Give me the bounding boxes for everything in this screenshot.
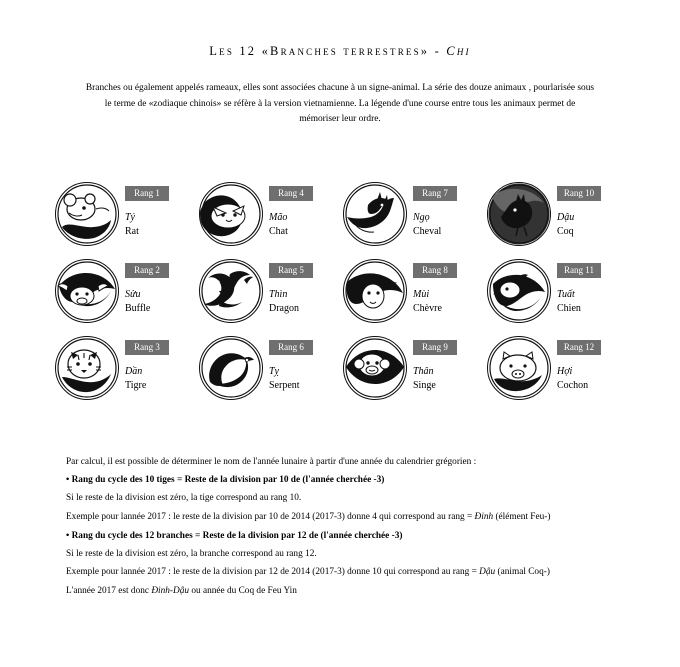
zodiac-cell [199,336,343,413]
notes-line-7-em: Dậu [479,567,496,578]
notes-line-4-tail: (élément Feu-) [493,511,551,522]
animal-name-viet: Hợi [557,366,573,377]
zodiac-cell [55,182,199,259]
rank-badge: Rang 10 [557,186,601,201]
rank-badge: Rang 11 [557,263,601,278]
zodiac-cell [343,182,487,259]
animal-name-french: Buffle [125,303,151,314]
rank-badge: Rang 4 [269,186,313,201]
rat-medallion-icon [55,182,119,246]
page-title-separator: - [429,44,447,58]
animal-name-viet: Tý [125,212,135,223]
notes-line-4-em: Ðinh [474,511,494,522]
rooster-medallion-icon [487,182,551,246]
notes-line-2 [66,474,622,487]
animal-name-viet: Mùi [413,289,430,300]
rank-badge: Rang 9 [413,340,457,355]
notes-bullet-2: • [66,530,70,541]
animal-name-french: Cochon [557,380,589,391]
document-page [0,44,680,667]
rank-badge: Rang 12 [557,340,601,355]
zodiac-cell [487,336,631,413]
page-title-main: «Branches terrestres» [261,44,430,58]
page-title-suffix: Chi [446,44,471,58]
rank-badge: Rang 3 [125,340,169,355]
animal-name-viet: Thìn [269,289,288,300]
notes-line-5 [66,530,622,543]
animal-name-french: Chèvre [413,303,442,314]
monkey-medallion-icon [343,336,407,400]
rank-badge: Rang 6 [269,340,313,355]
notes-line-7 [66,566,622,579]
animal-name-french: Rat [125,226,139,237]
notes-line-7-head: Exemple pour lannée 2017 : le reste de la division par 12 de 2014 (2017-3) donne 10 qui correspond au rang = [66,567,480,578]
calculation-notes [66,456,622,605]
zodiac-cell [343,259,487,336]
animal-name-viet: Thân [413,366,434,377]
animal-name-french: Serpent [269,380,300,391]
notes-line-2-text: Rang du cycle des 10 tiges = Reste de la division par 10 de (l'année cherchée -3) [71,475,385,486]
animal-name-viet: Mão [269,212,288,223]
animal-name-viet: Ngọ [413,212,430,223]
notes-line-7-tail: (animal Coq-) [495,567,550,578]
animal-name-viet: Tuất [557,289,575,300]
zodiac-grid [55,182,631,413]
zodiac-cell [55,336,199,413]
animal-name-french: Cheval [413,226,442,237]
animal-name-viet: Sửu [125,289,141,300]
notes-bullet-1: • [66,475,70,486]
notes-line-5-text: Rang du cycle des 12 branches = Reste de la division par 12 de (l'année cherchée -3) [71,530,403,541]
animal-name-french: Tigre [125,380,147,391]
notes-line-8-em: Ðinh-Dậu [151,586,190,597]
dog-medallion-icon [487,259,551,323]
zodiac-cell [199,182,343,259]
notes-line-6: Si le reste de la division est zéro, la branche correspond au rang 12. [66,549,317,560]
notes-line-3: Si le reste de la division est zéro, la tige correspond au rang 10. [66,493,302,504]
rank-badge: Rang 8 [413,263,457,278]
buffalo-medallion-icon [55,259,119,323]
notes-line-8 [66,585,622,598]
rank-badge: Rang 2 [125,263,169,278]
page-title-prefix: Les 12 [209,44,262,58]
animal-name-french: Coq [557,226,574,237]
animal-name-viet: Dần [125,366,143,377]
notes-line-1: Par calcul, il est possible de déterminer le nom de l'année lunaire à partir d'une année du calendrier grégorien : [66,457,477,467]
zodiac-cell [487,182,631,259]
notes-line-4-head: Exemple pour lannée 2017 : le reste de la division par 10 de 2014 (2017-3) donne 4 qui correspond au rang = [66,511,475,522]
rank-badge: Rang 5 [269,263,313,278]
intro-paragraph: Branches ou également appelés rameaux, elles sont associées chacune à un signe-animal. La série des douze animaux , pourlarisée sous le terme de «zodiaque chinois» se réfère à la version vietnamienne. La légende d'une course entre tous les animaux permet de mémoriser leur ordre. [85,83,595,124]
rank-badge: Rang 1 [125,186,169,201]
zodiac-cell [343,336,487,413]
snake-medallion-icon [199,336,263,400]
animal-name-french: Chat [269,226,288,237]
animal-name-french: Dragon [269,303,299,314]
horse-medallion-icon [343,182,407,246]
animal-name-viet: Tỵ [269,366,279,377]
zodiac-cell [487,259,631,336]
zodiac-cell [55,259,199,336]
page-title [0,44,680,59]
goat-medallion-icon [343,259,407,323]
rank-badge: Rang 7 [413,186,457,201]
animal-name-viet: Dậu [557,212,575,223]
dragon-medallion-icon [199,259,263,323]
notes-line-4 [66,511,622,524]
zodiac-cell [199,259,343,336]
animal-name-french: Singe [413,380,436,391]
cat-medallion-icon [199,182,263,246]
animal-name-french: Chien [557,303,581,314]
pig-medallion-icon [487,336,551,400]
tiger-medallion-icon [55,336,119,400]
notes-line-8-head: L'année 2017 est donc [66,586,152,597]
notes-line-8-tail: ou année du Coq de Feu Yin [189,586,297,597]
